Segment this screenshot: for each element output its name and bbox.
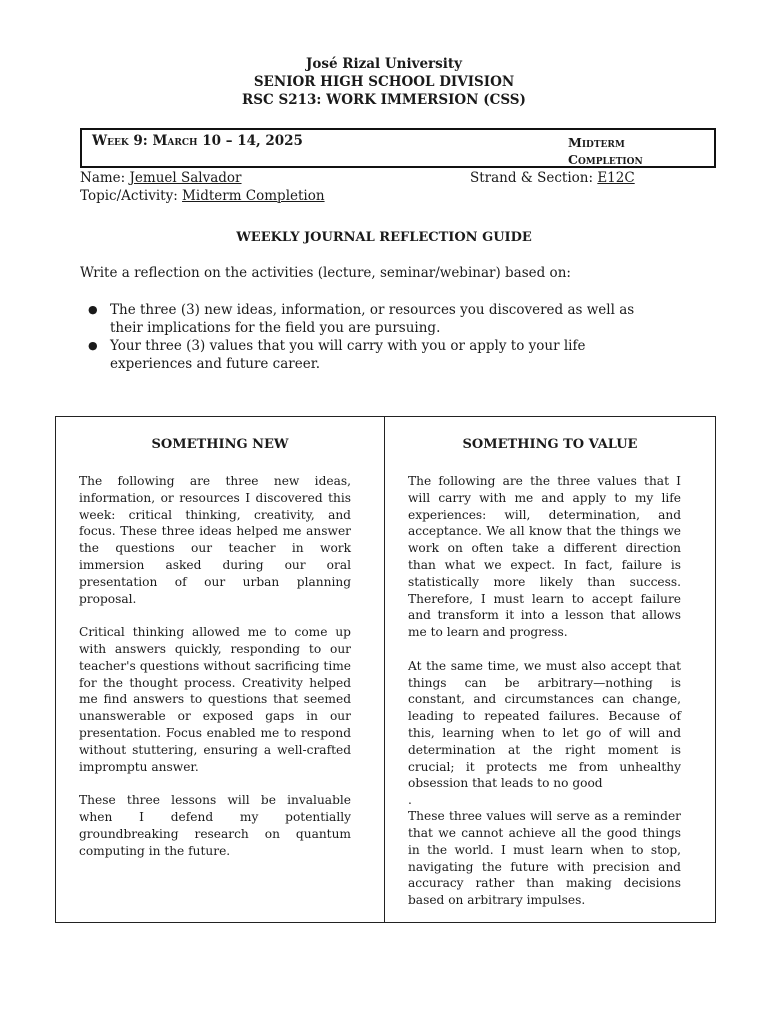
university-name: José Rizal University (306, 56, 462, 72)
something-new-body (79, 473, 351, 876)
paragraph: The following are the three values that I will carry with me and apply to my life experiences: will, determination, and acceptance. We all know that the things we work on often take a different direction than what we expect. In fact, failure is statistically more likely than success. Therefore, I must learn to accept failure and transform it into a lesson that allows me to learn and progress. (408, 474, 681, 640)
topic-value: Midterm Completion (182, 188, 325, 204)
paragraph: The following are three new ideas, information, or resources I discovered this week: critical thinking, creativity, and focus. These three ideas helped me answer the questions our teacher in work immersion asked during our oral presentation of our urban planning proposal. (79, 474, 351, 606)
strand-field (470, 170, 635, 186)
division-name: SENIOR HIGH SCHOOL DIVISION (253, 74, 515, 90)
topic-field (80, 188, 325, 204)
reflection-table (55, 416, 716, 923)
bullet-item: ● Your three (3) values that you will carry with you or apply to your life experiences and future career. (88, 337, 658, 373)
document-header (0, 55, 768, 109)
guide-title: WEEKLY JOURNAL REFLECTION GUIDE (236, 230, 532, 245)
paragraph: Critical thinking allowed me to come up with answers quickly, responding to our teacher's questions without sacrificing time for the thought process. Creativity helped me find answers to questions that seemed unanswerable or exposed gaps in our presentation. Focus enabled me to respond without stuttering, ensuring a well-crafted impromptu answer. (79, 625, 351, 774)
paragraph: These three lessons will be invaluable when I defend my potentially groundbreaking research on quantum computing in the future. (79, 793, 351, 858)
strand-value: E12C (597, 170, 635, 186)
guide-intro: Write a reflection on the activities (lecture, seminar/webinar) based on: (80, 265, 571, 281)
name-label: Name: (80, 170, 130, 186)
name-field (80, 170, 242, 186)
week-label: Week 9: March 10 – 14, 2025 (92, 133, 303, 149)
stray-period: . (408, 793, 412, 808)
something-new-column (56, 417, 385, 922)
name-value: Jemuel Salvador (129, 170, 242, 186)
strand-label: Strand & Section: (470, 170, 598, 186)
status-label (568, 134, 643, 168)
something-to-value-body (408, 473, 681, 926)
course-title: RSC S213: WORK IMMERSION (CSS) (242, 92, 526, 108)
week-box (80, 128, 716, 168)
status-line-1: Midterm (568, 135, 625, 150)
topic-label: Topic/Activity: (80, 188, 183, 204)
something-to-value-column (385, 417, 715, 922)
something-to-value-heading: SOMETHING TO VALUE (462, 437, 638, 452)
bullet-item: ● The three (3) new ideas, information, or resources you discovered as well as their implications for the field you are pursuing. (88, 301, 658, 337)
guide-bullets (88, 301, 658, 373)
status-line-2: Completion (568, 152, 643, 167)
paragraph: At the same time, we must also accept that things can be arbitrary—nothing is constant, and circumstances can change, leading to repeated failures. Because of this, learning when to let go of will and determination at the right moment is crucial; it protects me from unhealthy obsession that leads to no good (408, 658, 681, 791)
something-new-heading: SOMETHING NEW (151, 437, 289, 452)
paragraph: These three values will serve as a reminder that we cannot achieve all the good things in the world. I must learn when to stop, navigating the future with precision and accuracy rather than making decisions based on arbitrary impulses. (408, 809, 681, 908)
